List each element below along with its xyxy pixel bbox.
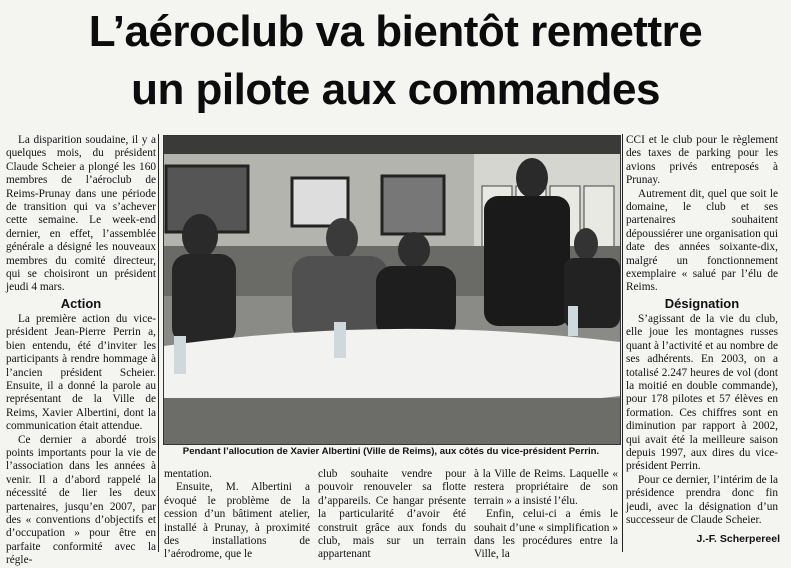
paragraph: Enfin, celui-ci a émis le souhait d’une « simplification » dans les procédures entre la Ville, la <box>474 508 618 561</box>
article-column-5 <box>626 134 778 527</box>
paragraph: CCI et le club pour le règlement des taxes de parking pour les avions privés entreposés à Prunay. <box>626 134 778 187</box>
article-column-3 <box>318 468 466 562</box>
paragraph: La première action du vice-président Jean-Pierre Perrin a, bien entendu, été d’inviter les participants à rendre hommage à l’ancien président Scheier. Ensuite, il a donné la parole au représentant de la Ville de Reims, Xavier Albertini, dont la communication était attendue. <box>6 312 156 433</box>
column-divider <box>622 134 623 552</box>
paragraph: mentation. <box>164 468 213 480</box>
author-byline: J.-F. Scherpereel <box>696 533 780 545</box>
article-column-1 <box>6 134 156 568</box>
subheading-designation: Désignation <box>664 295 740 311</box>
paragraph: Autrement dit, quel que soit le domaine, le club et ses partenaires souhaitent dépoussiérer une organisation qui date des années soixante-dix, malgré un fonctionnement exemplaire « salué par l’élu de Reims. <box>626 187 778 294</box>
photo-illustration <box>164 136 620 444</box>
paragraph: à la Ville de Reims. Laquelle « restera propriétaire de son terrain » a insisté l’élu. <box>474 468 618 507</box>
news-photo <box>163 135 621 445</box>
paragraph: club souhaite vendre pour pouvoir renouveler sa flotte d’appareils. Ce hangar présente la particularité d’avoir été construit grâce aux fonds du club, mais sur un terrain appartenant <box>318 468 466 561</box>
headline-line-2: un pilote aux commandes <box>131 65 660 114</box>
column-divider <box>158 134 159 552</box>
paragraph: Ensuite, M. Albertini a évoqué le problème de la cession d’un bâtiment atelier, installé à Prunay, à proximité des installations de l’aérodrome, que le <box>164 481 310 561</box>
paragraph: S’agissant de la vie du club, elle joue les montagnes russes quant à l’activité et au nombre de ses adhérents. En 2003, on a totalisé 2.247 heures de vol (dont la moitié en double commande), pour 178 pilotes et 57 élèves en formation. Ces chiffres sont en diminution par rapport à 2002, qui avait été la meilleure saison depuis 1997, aux dires du vice-président Perrin. <box>626 312 778 473</box>
paragraph: Pour ce dernier, l’intérim de la présidence prendra donc fin jeudi, avec la désignation d’un successeur de Claude Scheier. <box>626 473 778 526</box>
paragraph: La disparition soudaine, il y a quelques mois, du président Claude Scheier a plongé les 160 membres de l’aéroclub de Reims-Prunay dans une période de transition qui va s’achever cette semaine. Le week-end dernier, en effet, l’assemblée générale a désigné les nouveaux membres du comité directeur, qui se choisiront un président jeudi 4 mars. <box>6 134 156 294</box>
photo-caption: Pendant l’allocution de Xavier Albertini (Ville de Reims), aux côtés du vice-président Perrin. <box>182 446 600 457</box>
headline-line-1: L’aéroclub va bientôt remettre <box>88 7 703 56</box>
subheading-action: Action <box>60 295 102 311</box>
paragraph: Ce dernier a abordé trois points importants pour la vie de l’association dans les années à venir. Il a d’abord rappelé la nécessité de lier les deux partenaires, jusqu’en 2007, par des « conventions d’objectifs et d’occupation » pour être en parfaite conformité avec la régle- <box>6 433 156 567</box>
article-column-2 <box>164 468 310 562</box>
article-column-4 <box>474 468 618 562</box>
